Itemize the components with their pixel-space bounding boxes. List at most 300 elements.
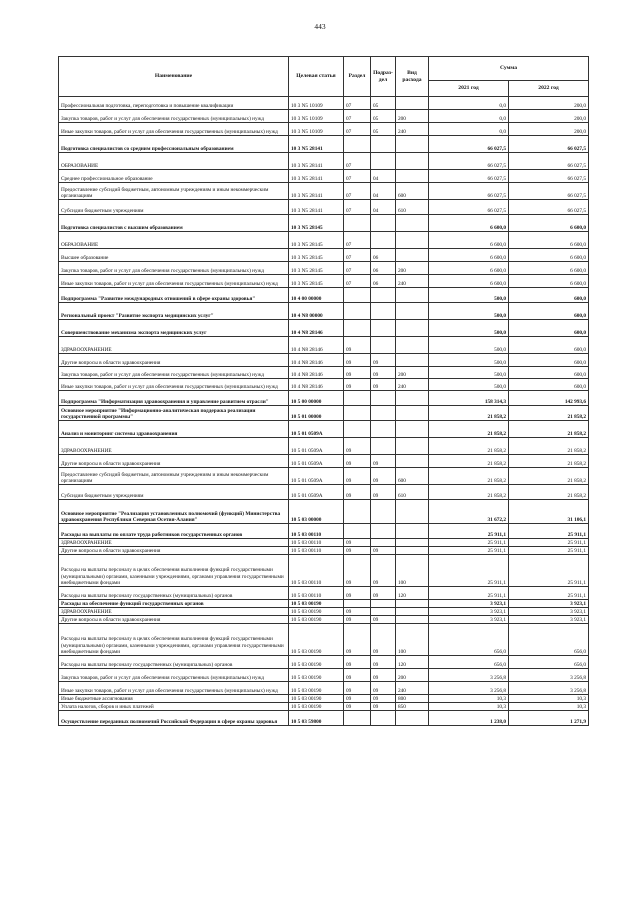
row-2022-value-cell: 21 858,2 <box>509 485 589 500</box>
row-name-cell: Предоставление субсидий бюджетным, автономным учреждениям и иным некоммерческим организациям <box>59 183 289 200</box>
table-body <box>59 97 589 726</box>
row-2021-value-cell: 6 600,0 <box>429 249 509 262</box>
row-subsection-cell: 09 <box>371 354 396 367</box>
row-2022-value-cell: 66 027,5 <box>509 136 589 153</box>
row-name-cell: Другие вопросы в области здравоохранения <box>59 354 289 367</box>
row-section-cell <box>344 136 371 153</box>
row-code-cell: 10 3 N5 28145 <box>289 215 344 232</box>
row-2021-value-cell: 6 600,0 <box>429 215 509 232</box>
table-row <box>59 524 589 539</box>
table-row <box>59 170 589 183</box>
row-section-cell: 09 <box>344 468 371 485</box>
row-section-cell: 07 <box>344 275 371 288</box>
row-code-cell: 10 5 03 00000 <box>289 500 344 524</box>
header-sums: Сумма <box>429 57 589 81</box>
row-subsection-cell: 09 <box>371 455 396 468</box>
table-row <box>59 587 589 600</box>
row-2021-value-cell: 3 256,8 <box>429 682 509 695</box>
row-2022-value-cell: 6 600,0 <box>509 232 589 249</box>
table-row <box>59 711 589 726</box>
row-subsection-cell <box>371 421 396 438</box>
row-code-cell: 10 3 N5 28141 <box>289 183 344 200</box>
row-2022-value-cell: 600,0 <box>509 379 589 391</box>
row-subsection-cell <box>371 320 396 337</box>
row-2022-value-cell: 25 911,1 <box>509 587 589 600</box>
row-code-cell: 10 5 03 00110 <box>289 587 344 600</box>
page-number: 443 <box>314 22 326 31</box>
row-expense-type-cell: 120 <box>396 587 429 600</box>
row-section-cell <box>344 320 371 337</box>
row-2021-value-cell: 3 256,8 <box>429 669 509 682</box>
row-section-cell: 09 <box>344 354 371 367</box>
row-section-cell <box>344 421 371 438</box>
row-section-cell: 07 <box>344 200 371 215</box>
table-row <box>59 97 589 110</box>
row-expense-type-cell <box>396 500 429 524</box>
row-2021-value-cell: 500,0 <box>429 379 509 391</box>
row-2022-value-cell: 25 911,1 <box>509 547 589 555</box>
row-subsection-cell <box>371 524 396 539</box>
row-expense-type-cell <box>396 215 429 232</box>
row-expense-type-cell: 610 <box>396 485 429 500</box>
row-expense-type-cell <box>396 153 429 170</box>
row-code-cell: 10 3 N5 28141 <box>289 136 344 153</box>
row-subsection-cell <box>371 303 396 320</box>
table-row <box>59 288 589 303</box>
row-code-cell: 10 5 03 00190 <box>289 600 344 608</box>
row-2021-value-cell: 25 911,1 <box>429 539 509 547</box>
row-2022-value-cell: 656,0 <box>509 656 589 669</box>
row-name-cell: Закупка товаров, работ и услуг для обеспечения государственных (муниципальных) нужд <box>59 262 289 275</box>
row-2022-value-cell: 21 858,2 <box>509 406 589 421</box>
row-name-cell: ЗДРАВООХРАНЕНИЕ <box>59 539 289 547</box>
table-row <box>59 682 589 695</box>
row-section-cell: 09 <box>344 455 371 468</box>
row-subsection-cell: 06 <box>371 275 396 288</box>
row-2021-value-cell: 21 858,2 <box>429 421 509 438</box>
row-name-cell: Подпрограмма "Информатизация здравоохранения и управление развитием отрасли" <box>59 391 289 406</box>
row-2022-value-cell: 656,0 <box>509 624 589 656</box>
row-name-cell: Основное мероприятие "Информационно-аналитическая поддержка реализации государственной программы" <box>59 406 289 421</box>
row-2021-value-cell: 21 858,2 <box>429 438 509 455</box>
row-section-cell <box>344 215 371 232</box>
table-row <box>59 153 589 170</box>
row-expense-type-cell <box>396 421 429 438</box>
row-code-cell: 10 5 01 0509А <box>289 468 344 485</box>
row-section-cell: 09 <box>344 587 371 600</box>
row-name-cell: Расходы на выплаты персоналу государственных (муниципальных) органов <box>59 656 289 669</box>
row-expense-type-cell <box>396 232 429 249</box>
table-row <box>59 110 589 123</box>
row-expense-type-cell <box>396 524 429 539</box>
row-subsection-cell <box>371 406 396 421</box>
row-2021-value-cell: 21 858,2 <box>429 485 509 500</box>
row-section-cell: 07 <box>344 110 371 123</box>
row-code-cell: 10 4 N8 28146 <box>289 367 344 379</box>
row-subsection-cell: 09 <box>371 485 396 500</box>
row-expense-type-cell <box>396 406 429 421</box>
row-subsection-cell: 09 <box>371 695 396 703</box>
row-2021-value-cell: 66 027,5 <box>429 200 509 215</box>
row-subsection-cell <box>371 232 396 249</box>
row-subsection-cell: 09 <box>371 669 396 682</box>
row-subsection-cell: 04 <box>371 200 396 215</box>
table-row <box>59 656 589 669</box>
row-code-cell: 10 5 03 00110 <box>289 547 344 555</box>
row-2021-value-cell: 6 600,0 <box>429 232 509 249</box>
row-subsection-cell <box>371 215 396 232</box>
row-code-cell: 10 5 03 00190 <box>289 656 344 669</box>
row-name-cell: ЗДРАВООХРАНЕНИЕ <box>59 608 289 616</box>
row-section-cell: 07 <box>344 183 371 200</box>
row-subsection-cell <box>371 539 396 547</box>
budget-table <box>58 56 589 726</box>
row-name-cell: Расходы на выплаты персоналу государственных (муниципальных) органов <box>59 587 289 600</box>
row-section-cell: 07 <box>344 170 371 183</box>
row-section-cell: 09 <box>344 379 371 391</box>
table-row <box>59 183 589 200</box>
table-row <box>59 608 589 616</box>
table-row <box>59 262 589 275</box>
row-2022-value-cell: 600,0 <box>509 288 589 303</box>
row-2022-value-cell: 3 923,1 <box>509 616 589 624</box>
row-2021-value-cell: 66 027,5 <box>429 153 509 170</box>
row-section-cell <box>344 406 371 421</box>
row-code-cell: 10 5 03 00110 <box>289 539 344 547</box>
table-row <box>59 391 589 406</box>
row-expense-type-cell <box>396 249 429 262</box>
table-row <box>59 616 589 624</box>
row-2021-value-cell: 500,0 <box>429 288 509 303</box>
row-section-cell <box>344 524 371 539</box>
row-name-cell: Иные закупки товаров, работ и услуг для обеспечения государственных (муниципальных) нужд <box>59 123 289 136</box>
row-expense-type-cell: 800 <box>396 695 429 703</box>
row-section-cell: 09 <box>344 438 371 455</box>
table-row <box>59 421 589 438</box>
row-subsection-cell <box>371 438 396 455</box>
row-expense-type-cell <box>396 608 429 616</box>
row-2022-value-cell: 10,3 <box>509 695 589 703</box>
row-section-cell: 07 <box>344 153 371 170</box>
row-code-cell: 10 3 N5 28145 <box>289 232 344 249</box>
row-name-cell: Осуществление переданных полномочий Российской Федерации в сфере охраны здоровья <box>59 711 289 726</box>
row-name-cell: Закупка товаров, работ и услуг для обеспечения государственных (муниципальных) нужд <box>59 367 289 379</box>
row-2021-value-cell: 3 923,1 <box>429 600 509 608</box>
row-2021-value-cell: 6 600,0 <box>429 262 509 275</box>
header-code: Целевая статья <box>289 57 344 97</box>
row-section-cell: 09 <box>344 616 371 624</box>
row-2022-value-cell: 3 256,8 <box>509 682 589 695</box>
row-expense-type-cell <box>396 711 429 726</box>
row-section-cell: 09 <box>344 669 371 682</box>
table-row <box>59 695 589 703</box>
row-subsection-cell: 09 <box>371 624 396 656</box>
row-2021-value-cell: 31 672,2 <box>429 500 509 524</box>
row-name-cell: Уплата налогов, сборов и иных платежей <box>59 703 289 711</box>
table-row <box>59 555 589 587</box>
row-subsection-cell: 09 <box>371 616 396 624</box>
row-code-cell: 10 4 00 00000 <box>289 288 344 303</box>
row-code-cell: 10 5 01 0509А <box>289 455 344 468</box>
row-code-cell: 10 3 N5 28141 <box>289 153 344 170</box>
row-section-cell: 09 <box>344 539 371 547</box>
row-name-cell: ОБРАЗОВАНИЕ <box>59 232 289 249</box>
row-2022-value-cell: 600,0 <box>509 354 589 367</box>
row-2022-value-cell: 66 027,5 <box>509 170 589 183</box>
row-expense-type-cell <box>396 303 429 320</box>
table-row <box>59 275 589 288</box>
row-2022-value-cell: 600,0 <box>509 303 589 320</box>
table-row <box>59 624 589 656</box>
row-section-cell <box>344 500 371 524</box>
row-section-cell: 09 <box>344 547 371 555</box>
table-row <box>59 249 589 262</box>
row-2021-value-cell: 500,0 <box>429 320 509 337</box>
table-row <box>59 468 589 485</box>
row-2021-value-cell: 0,0 <box>429 123 509 136</box>
row-2022-value-cell: 142 993,6 <box>509 391 589 406</box>
table-row <box>59 455 589 468</box>
row-2021-value-cell: 10,3 <box>429 695 509 703</box>
row-section-cell: 09 <box>344 695 371 703</box>
row-section-cell: 07 <box>344 262 371 275</box>
row-2021-value-cell: 21 858,2 <box>429 406 509 421</box>
table-row <box>59 354 589 367</box>
row-code-cell: 10 5 03 00190 <box>289 616 344 624</box>
row-name-cell: Субсидии бюджетным учреждениям <box>59 200 289 215</box>
table-row <box>59 485 589 500</box>
row-code-cell: 10 5 03 00190 <box>289 624 344 656</box>
row-code-cell: 10 3 N5 28141 <box>289 200 344 215</box>
row-2021-value-cell: 158 314,3 <box>429 391 509 406</box>
row-expense-type-cell: 240 <box>396 123 429 136</box>
row-2021-value-cell: 656,0 <box>429 624 509 656</box>
table-row <box>59 303 589 320</box>
row-2022-value-cell: 21 858,2 <box>509 421 589 438</box>
row-expense-type-cell: 200 <box>396 110 429 123</box>
header-year-2022: 2022 год <box>509 81 589 97</box>
header-subsection: Подраз-дел <box>371 57 396 97</box>
row-expense-type-cell <box>396 547 429 555</box>
row-subsection-cell: 09 <box>371 468 396 485</box>
row-code-cell: 10 5 03 00190 <box>289 682 344 695</box>
row-code-cell: 10 4 N8 28146 <box>289 354 344 367</box>
row-code-cell: 10 5 01 0509А <box>289 485 344 500</box>
row-expense-type-cell <box>396 600 429 608</box>
row-subsection-cell <box>371 136 396 153</box>
table-row <box>59 215 589 232</box>
row-section-cell: 09 <box>344 555 371 587</box>
row-name-cell: Основное мероприятие "Реализация установленных полномочий (функций) Министерства здравоохранения Республики Северная Осетия-Алания" <box>59 500 289 524</box>
row-name-cell: Региональный проект "Развитие экспорта медицинских услуг" <box>59 303 289 320</box>
row-subsection-cell: 09 <box>371 682 396 695</box>
row-2022-value-cell: 200,0 <box>509 97 589 110</box>
row-expense-type-cell <box>396 97 429 110</box>
table-row <box>59 406 589 421</box>
row-expense-type-cell: 600 <box>396 468 429 485</box>
row-subsection-cell <box>371 153 396 170</box>
row-expense-type-cell <box>396 320 429 337</box>
row-subsection-cell <box>371 337 396 354</box>
row-name-cell: Совершенствование механизма экспорта медицинских услуг <box>59 320 289 337</box>
row-name-cell: Расходы на выплаты по оплате труда работников государственных органов <box>59 524 289 539</box>
row-2022-value-cell: 6 600,0 <box>509 215 589 232</box>
row-subsection-cell <box>371 600 396 608</box>
row-subsection-cell <box>371 500 396 524</box>
row-section-cell: 09 <box>344 703 371 711</box>
row-2021-value-cell: 1 238,0 <box>429 711 509 726</box>
row-subsection-cell: 09 <box>371 656 396 669</box>
row-subsection-cell <box>371 608 396 616</box>
row-subsection-cell: 09 <box>371 555 396 587</box>
row-name-cell: Предоставление субсидий бюджетным, автономным учреждениям и иным некоммерческим организациям <box>59 468 289 485</box>
row-2021-value-cell: 21 858,2 <box>429 468 509 485</box>
row-name-cell: Среднее профессиональное образование <box>59 170 289 183</box>
row-2021-value-cell: 25 911,1 <box>429 587 509 600</box>
row-2022-value-cell: 3 256,8 <box>509 669 589 682</box>
row-2021-value-cell: 66 027,5 <box>429 136 509 153</box>
row-2021-value-cell: 500,0 <box>429 303 509 320</box>
row-code-cell: 10 3 N5 28141 <box>289 170 344 183</box>
row-name-cell: Профессиональная подготовка, переподготовка и повышение квалификации <box>59 97 289 110</box>
row-name-cell: Подготовка специалистов со средним профессиональным образованием <box>59 136 289 153</box>
row-section-cell: 09 <box>344 337 371 354</box>
row-2022-value-cell: 200,0 <box>509 110 589 123</box>
row-2022-value-cell: 25 911,1 <box>509 555 589 587</box>
row-code-cell: 10 3 N5 10109 <box>289 123 344 136</box>
row-expense-type-cell: 850 <box>396 703 429 711</box>
row-2022-value-cell: 3 923,1 <box>509 608 589 616</box>
row-code-cell: 10 5 01 0509А <box>289 421 344 438</box>
table-row <box>59 703 589 711</box>
row-subsection-cell <box>371 288 396 303</box>
row-section-cell <box>344 600 371 608</box>
row-2022-value-cell: 200,0 <box>509 123 589 136</box>
row-section-cell: 07 <box>344 123 371 136</box>
row-section-cell <box>344 288 371 303</box>
row-name-cell: Расходы на обеспечение функций государственных органов <box>59 600 289 608</box>
table-row <box>59 123 589 136</box>
row-code-cell: 10 3 N5 28145 <box>289 249 344 262</box>
row-name-cell: Закупка товаров, работ и услуг для обеспечения государственных (муниципальных) нужд <box>59 669 289 682</box>
row-code-cell: 10 3 N5 10109 <box>289 97 344 110</box>
row-code-cell: 10 5 03 59800 <box>289 711 344 726</box>
row-2022-value-cell: 600,0 <box>509 337 589 354</box>
row-2022-value-cell: 600,0 <box>509 320 589 337</box>
row-name-cell: Иные закупки товаров, работ и услуг для обеспечения государственных (муниципальных) нужд <box>59 682 289 695</box>
row-code-cell: 10 5 03 00190 <box>289 703 344 711</box>
row-section-cell: 09 <box>344 608 371 616</box>
row-code-cell: 10 3 N5 10109 <box>289 110 344 123</box>
table-row <box>59 539 589 547</box>
row-2022-value-cell: 1 271,9 <box>509 711 589 726</box>
row-subsection-cell: 09 <box>371 547 396 555</box>
row-name-cell: Субсидии бюджетным учреждениям <box>59 485 289 500</box>
row-name-cell: Другие вопросы в области здравоохранения <box>59 455 289 468</box>
row-name-cell: Другие вопросы в области здравоохранения <box>59 616 289 624</box>
row-code-cell: 10 3 N5 28145 <box>289 275 344 288</box>
row-expense-type-cell <box>396 391 429 406</box>
row-2021-value-cell: 500,0 <box>429 354 509 367</box>
row-subsection-cell: 05 <box>371 97 396 110</box>
row-2022-value-cell: 21 858,2 <box>509 455 589 468</box>
row-code-cell: 10 5 03 00190 <box>289 669 344 682</box>
table-row <box>59 669 589 682</box>
header-expense-type: Вид расхода <box>396 57 429 97</box>
row-2021-value-cell: 25 911,1 <box>429 555 509 587</box>
row-expense-type-cell <box>396 616 429 624</box>
row-expense-type-cell <box>396 136 429 153</box>
row-code-cell: 10 4 N8 28146 <box>289 337 344 354</box>
row-name-cell: Подготовка специалистов с высшим образованием <box>59 215 289 232</box>
row-subsection-cell: 04 <box>371 183 396 200</box>
row-subsection-cell <box>371 711 396 726</box>
row-2022-value-cell: 6 600,0 <box>509 275 589 288</box>
row-code-cell: 10 5 01 00000 <box>289 406 344 421</box>
row-code-cell: 10 5 03 00110 <box>289 524 344 539</box>
row-name-cell: Иные закупки товаров, работ и услуг для обеспечения государственных (муниципальных) нужд <box>59 379 289 391</box>
table-row <box>59 337 589 354</box>
row-section-cell <box>344 711 371 726</box>
row-expense-type-cell <box>396 337 429 354</box>
row-expense-type-cell: 240 <box>396 682 429 695</box>
row-subsection-cell: 09 <box>371 703 396 711</box>
row-2021-value-cell: 66 027,5 <box>429 170 509 183</box>
row-expense-type-cell: 200 <box>396 669 429 682</box>
row-2021-value-cell: 25 911,1 <box>429 547 509 555</box>
table-row <box>59 367 589 379</box>
row-expense-type-cell: 200 <box>396 262 429 275</box>
row-code-cell: 10 4 N8 28146 <box>289 379 344 391</box>
row-section-cell: 09 <box>344 624 371 656</box>
row-expense-type-cell: 100 <box>396 624 429 656</box>
table-row <box>59 200 589 215</box>
row-subsection-cell: 04 <box>371 170 396 183</box>
row-section-cell <box>344 391 371 406</box>
row-subsection-cell: 09 <box>371 379 396 391</box>
row-2021-value-cell: 10,3 <box>429 703 509 711</box>
header-year-2021: 2021 год <box>429 81 509 97</box>
row-2021-value-cell: 500,0 <box>429 367 509 379</box>
row-2022-value-cell: 66 027,5 <box>509 200 589 215</box>
row-name-cell: Высшее образование <box>59 249 289 262</box>
row-section-cell: 07 <box>344 249 371 262</box>
row-2022-value-cell: 6 600,0 <box>509 262 589 275</box>
row-name-cell: Иные бюджетные ассигнования <box>59 695 289 703</box>
row-section-cell: 09 <box>344 485 371 500</box>
row-subsection-cell: 06 <box>371 249 396 262</box>
row-name-cell: ЗДРАВООХРАНЕНИЕ <box>59 438 289 455</box>
row-section-cell: 09 <box>344 656 371 669</box>
row-name-cell: Анализ и мониторинг системы здравоохранения <box>59 421 289 438</box>
table-row <box>59 320 589 337</box>
row-code-cell: 10 3 N5 28145 <box>289 262 344 275</box>
row-name-cell: Расходы на выплаты персоналу в целях обеспечения выполнения функций государственными (муниципальными) органами, казенными учреждениями, органами управления государственными внебюджетными фондами <box>59 624 289 656</box>
row-expense-type-cell <box>396 455 429 468</box>
header-section: Раздел <box>344 57 371 97</box>
row-expense-type-cell: 240 <box>396 275 429 288</box>
row-expense-type-cell <box>396 539 429 547</box>
row-subsection-cell: 05 <box>371 123 396 136</box>
row-expense-type-cell <box>396 438 429 455</box>
row-2022-value-cell: 66 027,5 <box>509 153 589 170</box>
row-code-cell: 10 5 03 00190 <box>289 695 344 703</box>
row-name-cell: ОБРАЗОВАНИЕ <box>59 153 289 170</box>
row-2021-value-cell: 3 923,1 <box>429 616 509 624</box>
row-2022-value-cell: 25 911,1 <box>509 539 589 547</box>
row-code-cell: 10 5 03 00190 <box>289 608 344 616</box>
table-row <box>59 438 589 455</box>
